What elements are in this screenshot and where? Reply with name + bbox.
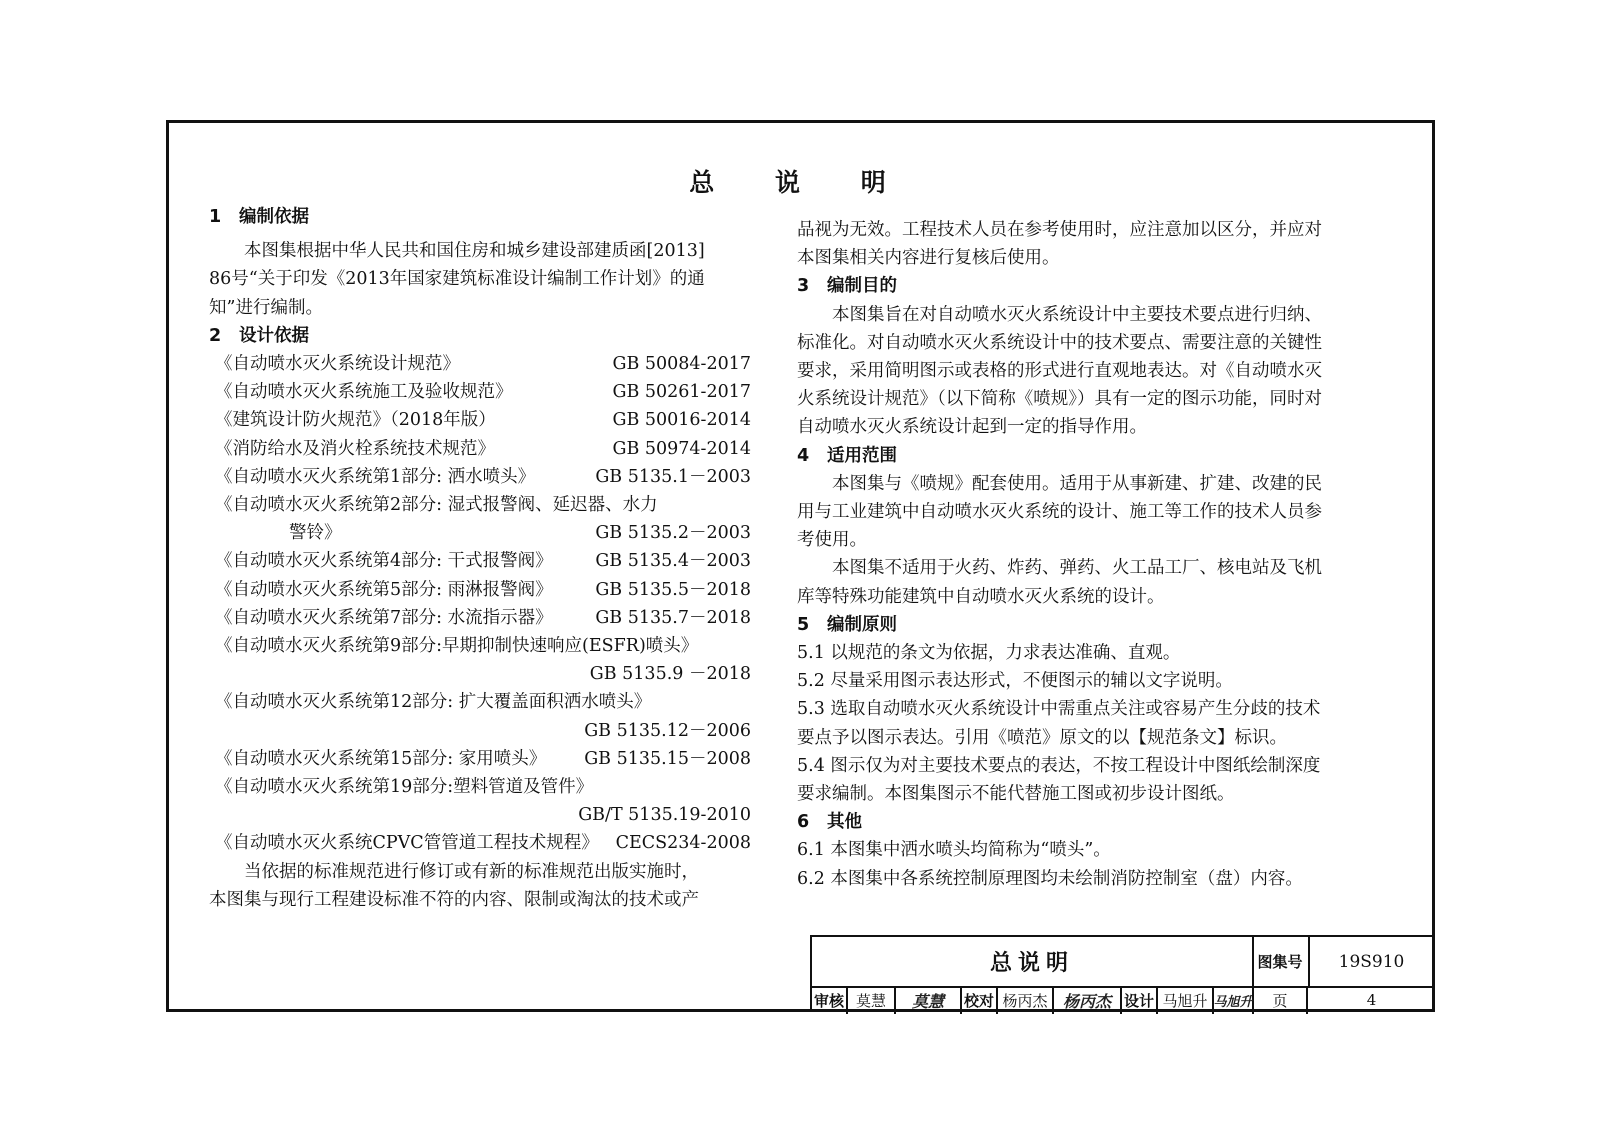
text-line: 当依据的标准规范进行修订或有新的标准规范出版实施时， (244, 861, 699, 882)
reference-code: GB 5135.4－2003 (595, 551, 751, 572)
reviewer-signature: 莫慧 (896, 986, 962, 1014)
text-line: 考使用。 (797, 530, 867, 551)
section-number: 6 (797, 812, 810, 833)
reference-item (209, 378, 751, 406)
section-title: 编制原则 (827, 614, 897, 635)
reference-name: 《自动喷水灭火系统第5部分: 雨淋报警阀》 (215, 579, 553, 600)
section-5-items (797, 639, 1369, 808)
list-item: 5.3 选取自动喷水灭火系统设计中需重点关注或容易产生分歧的技术 (797, 699, 1321, 720)
reference-item (209, 745, 751, 773)
reference-list (209, 350, 751, 858)
reference-code: GB 5135.5－2018 (595, 579, 751, 600)
text-line: 本图集与现行工程建设标准不符的内容、限制或淘汰的技术或产 (209, 889, 699, 910)
reference-code: CECS234-2008 (615, 833, 751, 854)
section-title: 设计依据 (239, 325, 309, 346)
section-2-note (209, 858, 751, 914)
atlas-number: 19S910 (1338, 951, 1405, 972)
text-line: 要求，采用简明图示或表格的形式进行直观地表达。对《自动喷水灭 (797, 361, 1322, 382)
reference-name: 《自动喷水灭火系统第1部分: 洒水喷头》 (215, 466, 536, 487)
atlas-number-label: 图集号 (1252, 937, 1310, 986)
text-line: 火系统设计规范》（以下简称《喷规》）具有一定的图示功能，同时对 (797, 389, 1322, 410)
text-line: 本图集与《喷规》配套使用。适用于从事新建、扩建、改建的民 (832, 473, 1322, 494)
reference-item (209, 547, 751, 575)
reference-item: 《自动喷水灭火系统第19部分:塑料管道及管件》 (215, 777, 594, 798)
section-title: 适用范围 (827, 445, 897, 466)
text-line: 品视为无效。工程技术人员在参考使用时，应注意加以区分，并应对 (797, 220, 1322, 240)
reference-name: 《自动喷水灭火系统第15部分: 家用喷头》 (215, 748, 547, 769)
text-line: 本图集旨在对自动喷水灭火系统设计中主要技术要点进行归纳、 (832, 304, 1322, 325)
reference-item: 《自动喷水灭火系统第9部分:早期抑制快速响应(ESFR)喷头》 (215, 636, 699, 657)
reference-code: GB 5135.7－2018 (595, 607, 751, 628)
reference-item (209, 350, 751, 378)
title-block-title: 总说明 (812, 937, 1254, 986)
list-item: 5.2 尽量采用图示表达形式，不便图示的辅以文字说明。 (797, 671, 1233, 692)
reference-name: 《自动喷水灭火系统设计规范》 (215, 354, 460, 375)
left-column (209, 203, 751, 914)
reference-name: 《建筑设计防火规范》（2018年版） (215, 410, 496, 431)
reference-item (209, 604, 751, 632)
list-item: 5.4 图示仅为对主要技术要点的表达，不按工程设计中图纸绘制深度 (797, 755, 1321, 776)
reviewer-name: 莫慧 (848, 986, 896, 1014)
page-label: 页 (1254, 986, 1308, 1014)
section-title: 编制依据 (239, 207, 309, 227)
list-item: 6.1 本图集中洒水喷头均简称为“喷头”。 (797, 840, 1111, 861)
reference-code: GB 50016-2014 (612, 410, 751, 431)
reference-name: 《自动喷水灭火系统CPVC管管道工程技术规程》 (215, 833, 599, 854)
section-1-heading (209, 203, 751, 231)
reference-name: 《自动喷水灭火系统第4部分: 干式报警阀》 (215, 551, 553, 572)
design-label: 设计 (1122, 986, 1158, 1014)
check-label: 校对 (962, 986, 998, 1014)
page-title: 总 说 明 (689, 168, 912, 197)
reference-code: GB 5135.15－2008 (584, 748, 751, 769)
text-line: 本图集不适用于火药、炸药、弹药、火工品工厂、核电站及飞机 (832, 558, 1322, 579)
reference-item: 《自动喷水灭火系统第2部分: 湿式报警阀、延迟器、水力 (215, 495, 658, 516)
text-line: 用与工业建筑中自动喷水灭火系统的设计、施工等工作的技术人员参 (797, 502, 1322, 523)
title-block-top-row (812, 937, 1435, 988)
reference-code: GB 5135.1－2003 (595, 466, 751, 487)
text-line: 本图集根据中华人民共和国住房和城乡建设部建质函[2013] (244, 241, 705, 262)
section-number: 3 (797, 276, 810, 297)
section-4-heading (797, 442, 1369, 470)
section-6-heading (797, 808, 1369, 836)
section-title: 编制目的 (827, 276, 897, 297)
section-number: 2 (209, 325, 222, 346)
designer-signature: 马旭升 (1214, 986, 1254, 1014)
drawing-frame (166, 120, 1435, 1012)
reference-item (209, 435, 751, 463)
reference-code: GB 5135.9 －2018 (589, 664, 751, 685)
checker-name: 杨丙杰 (998, 986, 1054, 1014)
reference-name: 《自动喷水灭火系统第7部分: 水流指示器》 (215, 607, 553, 628)
reference-code: GB 50084-2017 (612, 354, 751, 375)
section-3-heading (797, 272, 1369, 300)
checker-signature: 杨丙杰 (1054, 986, 1122, 1014)
section-number: 4 (797, 445, 810, 466)
reference-name: 《自动喷水灭火系统施工及验收规范》 (215, 382, 513, 403)
reference-code: GB 50261-2017 (612, 382, 751, 403)
right-column (797, 216, 1369, 893)
reference-item: 《自动喷水灭火系统第12部分: 扩大覆盖面积洒水喷头》 (215, 692, 652, 713)
section-title: 其他 (827, 812, 862, 833)
reference-code: GB 5135.12－2006 (584, 720, 751, 741)
reference-item-continued (209, 519, 751, 547)
reference-item (209, 463, 751, 491)
reference-code: GB/T 5135.19-2010 (578, 805, 751, 826)
text-line: 知”进行编制。 (209, 297, 323, 318)
section-2-heading (209, 322, 751, 350)
section-number: 5 (797, 614, 810, 635)
reference-name: 《消防给水及消火栓系统技术规范》 (215, 438, 495, 459)
page-number: 4 (1366, 991, 1377, 1009)
list-item: 6.2 本图集中各系统控制原理图均未绘制消防控制室（盘）内容。 (797, 868, 1303, 889)
reference-item (209, 406, 751, 434)
section-6-items (797, 836, 1369, 892)
text-line: 库等特殊功能建筑中自动喷水灭火系统的设计。 (797, 586, 1165, 607)
section-number: 1 (209, 207, 222, 227)
title-block-bottom-row (812, 986, 1435, 1014)
text-line: 标准化。对自动喷水灭火系统设计中的技术要点、需要注意的关键性 (797, 332, 1322, 353)
title-block (810, 935, 1435, 1012)
list-item-continued: 要求编制。本图集图示不能代替施工图或初步设计图纸。 (797, 784, 1235, 805)
text-line: 86号“关于印发《2013年国家建筑标准设计编制工作计划》的通 (209, 269, 705, 290)
reference-code: GB 50974-2014 (612, 438, 751, 459)
designer-name: 马旭升 (1158, 986, 1214, 1014)
section-4-paragraph-1 (797, 470, 1369, 555)
section-3-paragraph (797, 301, 1369, 442)
reference-item (209, 829, 751, 857)
section-1-paragraph (209, 237, 751, 322)
list-item: 5.1 以规范的条文为依据，力求表达准确、直观。 (797, 643, 1181, 664)
section-5-heading (797, 611, 1369, 639)
list-item-continued: 要点予以图示表达。引用《喷范》原文的以【规范条文】标识。 (797, 727, 1287, 748)
reference-code: GB 5135.2－2003 (595, 523, 751, 544)
section-4-paragraph-2 (797, 554, 1369, 610)
text-line: 自动喷水灭火系统设计起到一定的指导作用。 (797, 417, 1147, 438)
text-line: 本图集相关内容进行复核后使用。 (797, 248, 1060, 269)
reference-item (209, 576, 751, 604)
review-label: 审核 (812, 986, 848, 1014)
reference-name: 警铃》 (289, 523, 342, 544)
